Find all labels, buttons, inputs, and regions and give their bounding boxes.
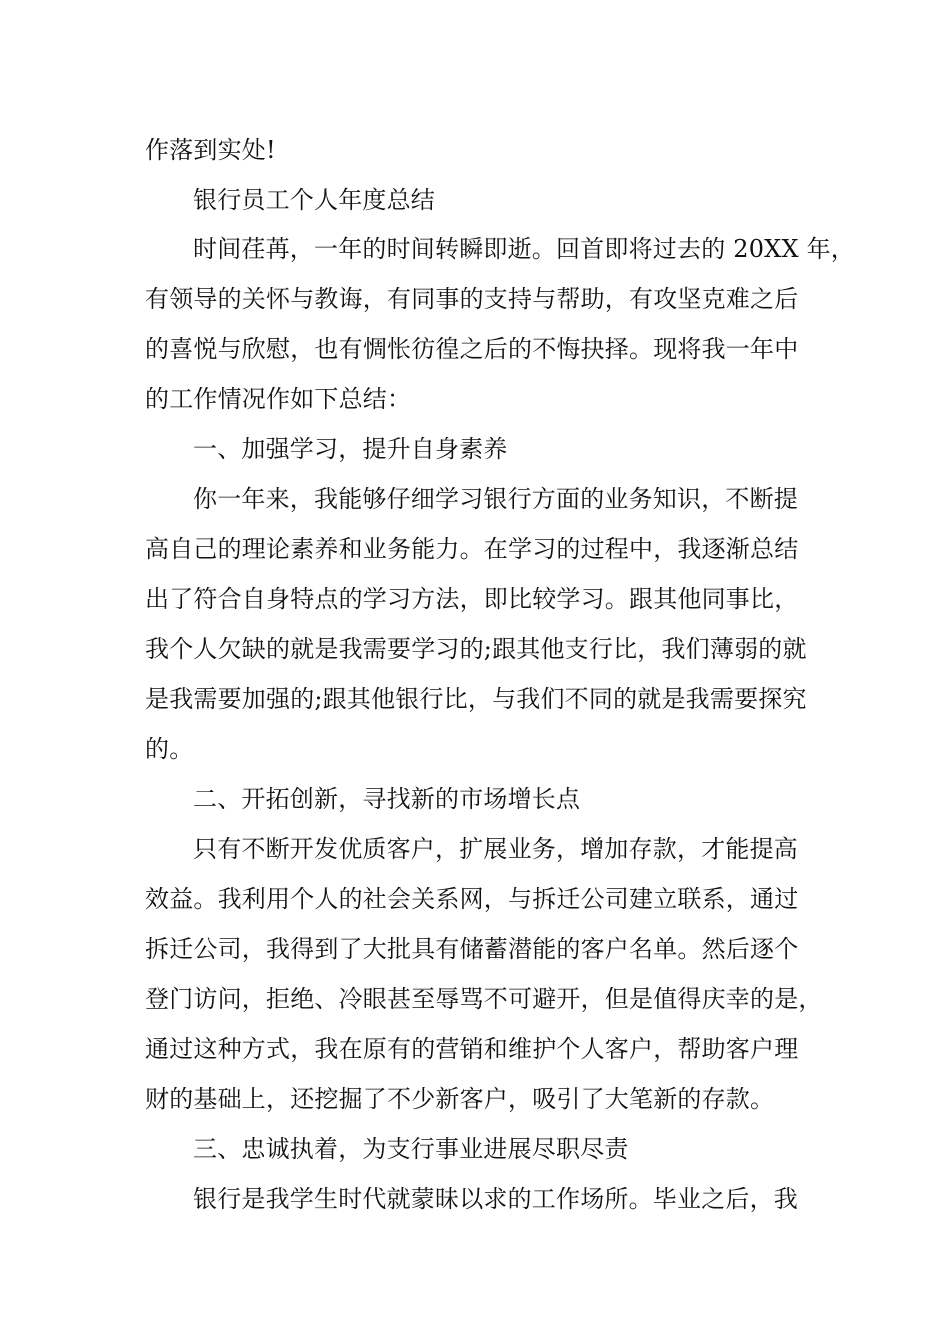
paragraph-line: 是我需要加强的;跟其他银行比，与我们不同的就是我需要探究	[145, 685, 807, 713]
paragraph-line: 财的基础上，还挖掘了不少新客户，吸引了大笔新的存款。	[145, 1085, 775, 1113]
paragraph-line: 银行是我学生时代就蒙昧以求的工作场所。毕业之后，我	[193, 1185, 798, 1213]
paragraph-line: 有领导的关怀与教诲，有同事的支持与帮助，有攻坚克难之后	[145, 285, 799, 313]
paragraph-line: 出了符合自身特点的学习方法，即比较学习。跟其他同事比，	[145, 585, 799, 613]
paragraph-continuation: 作落到实处!	[145, 136, 276, 164]
document-title: 银行员工个人年度总结	[193, 186, 435, 214]
paragraph-line: 的喜悦与欣慰，也有惆怅彷徨之后的不悔抉择。现将我一年中	[145, 335, 799, 363]
paragraph-line: 的。	[145, 735, 194, 763]
section-heading: 一、加强学习，提升自身素养	[193, 435, 508, 463]
paragraph-line: 时间荏苒，一年的时间转瞬即逝。回首即将过去的 20XX 年，	[193, 235, 855, 263]
section-heading: 三、忠诚执着，为支行事业进展尽职尽责	[193, 1135, 629, 1163]
paragraph-line: 通过这种方式，我在原有的营销和维护个人客户，帮助客户理	[145, 1035, 799, 1063]
paragraph-line: 效益。我利用个人的社会关系网，与拆迁公司建立联系，通过	[145, 885, 799, 913]
paragraph-line: 我个人欠缺的就是我需要学习的;跟其他支行比，我们薄弱的就	[145, 635, 807, 663]
paragraph-line: 高自己的理论素养和业务能力。在学习的过程中，我逐渐总结	[145, 535, 799, 563]
section-heading: 二、开拓创新，寻找新的市场增长点	[193, 785, 581, 813]
paragraph-line: 拆迁公司，我得到了大批具有储蓄潜能的客户名单。然后逐个	[145, 935, 799, 963]
paragraph-line: 只有不断开发优质客户，扩展业务，增加存款，才能提高	[193, 835, 798, 863]
paragraph-line: 你一年来，我能够仔细学习银行方面的业务知识，不断提	[193, 485, 798, 513]
paragraph-line: 的工作情况作如下总结：	[145, 385, 412, 413]
paragraph-line: 登门访问，拒绝、冷眼甚至辱骂不可避开，但是值得庆幸的是，	[145, 985, 823, 1013]
